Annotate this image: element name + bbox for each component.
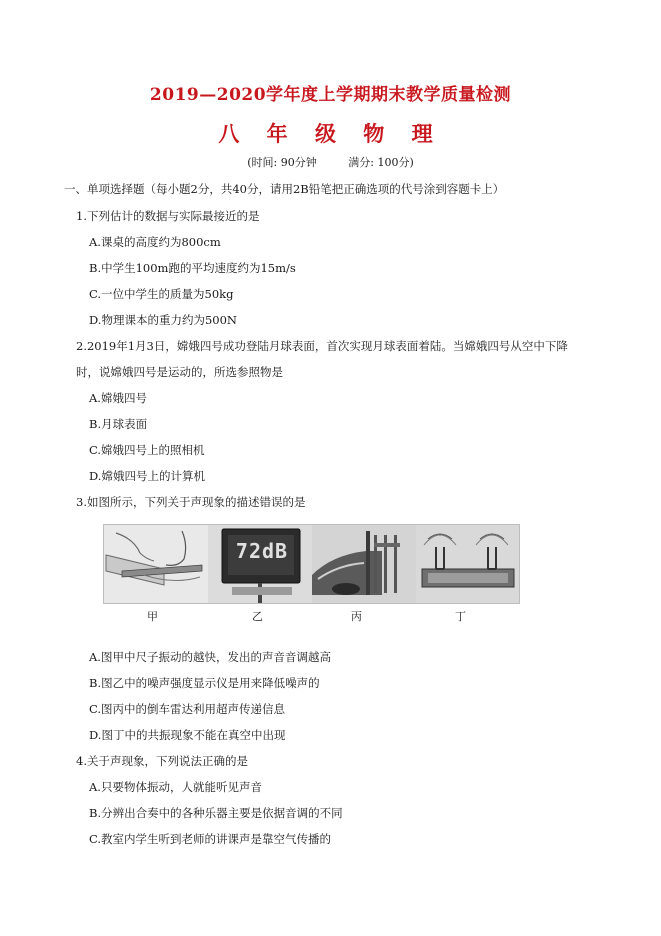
q4-option-c: C.教室内学生听到老师的讲课声是靠空气传播的 (89, 832, 332, 846)
q3-stem: 3.如图所示，下列关于声现象的描述错误的是 (76, 495, 306, 509)
q2-option-a: A.嫦娥四号 (89, 391, 147, 405)
figure-label-jia: 甲 (147, 610, 158, 623)
exam-score: 满分: 100分) (348, 156, 414, 169)
q3-option-d: D.图丁中的共振现象不能在真空中出现 (89, 728, 286, 742)
q4-option-a: A.只要物体振动，人就能听见声音 (89, 780, 262, 794)
subject-title: 八 年 级 物 理 (218, 121, 443, 146)
q2-stem-line1: 2.2019年1月3日，嫦娥四号成功登陆月球表面，首次实现月球表面着陆。当嫦娥四号从空中下降 (76, 339, 568, 353)
q1-option-d: D.物理课本的重力约为500N (89, 313, 237, 327)
exam-time: (时间: 90分钟 (247, 156, 317, 169)
q4-stem: 4.关于声现象，下列说法正确的是 (76, 754, 248, 768)
figure-label-ding: 丁 (455, 610, 466, 623)
tuning-fork-resonance-picture (416, 525, 519, 603)
section-heading: 一、单项选择题（每小题2分，共40分，请用2B铅笔把正确选项的代号涂到容题卡上） (64, 182, 505, 196)
noise-meter-picture (208, 525, 312, 603)
q3-figure (103, 524, 520, 604)
noise-meter-reading: 72dB (235, 539, 289, 563)
q1-option-b: B.中学生100m跑的平均速度约为15m/s (89, 261, 296, 275)
q2-option-b: B.月球表面 (89, 417, 148, 431)
q3-option-a: A.图甲中尺子振动的越快，发出的声音音调越高 (89, 650, 331, 664)
q2-stem-line2: 时，说嫦娥四号是运动的，所选参照物是 (76, 365, 283, 379)
exam-title: 2019—2020学年度上学期期末教学质量检测 (149, 85, 512, 105)
q1-stem: 1.下列估计的数据与实际最接近的是 (76, 209, 260, 223)
q1-option-c: C.一位中学生的质量为50kg (89, 287, 234, 301)
figure-label-bing: 丙 (351, 610, 362, 623)
q2-option-d: D.嫦娥四号上的计算机 (89, 469, 205, 483)
figure-label-yi: 乙 (252, 610, 263, 623)
q1-option-a: A.课桌的高度约为800cm (89, 235, 221, 249)
reversing-radar-picture (312, 525, 416, 603)
q3-option-c: C.图丙中的倒车雷达利用超声传递信息 (89, 702, 286, 716)
ruler-vibration-picture (104, 525, 208, 603)
time-score-line (0, 154, 661, 170)
q3-option-b: B.图乙中的噪声强度显示仪是用来降低噪声的 (89, 676, 320, 690)
q4-option-b: B.分辨出合奏中的各种乐器主要是依据音调的不同 (89, 806, 343, 820)
q2-option-c: C.嫦娥四号上的照相机 (89, 443, 205, 457)
